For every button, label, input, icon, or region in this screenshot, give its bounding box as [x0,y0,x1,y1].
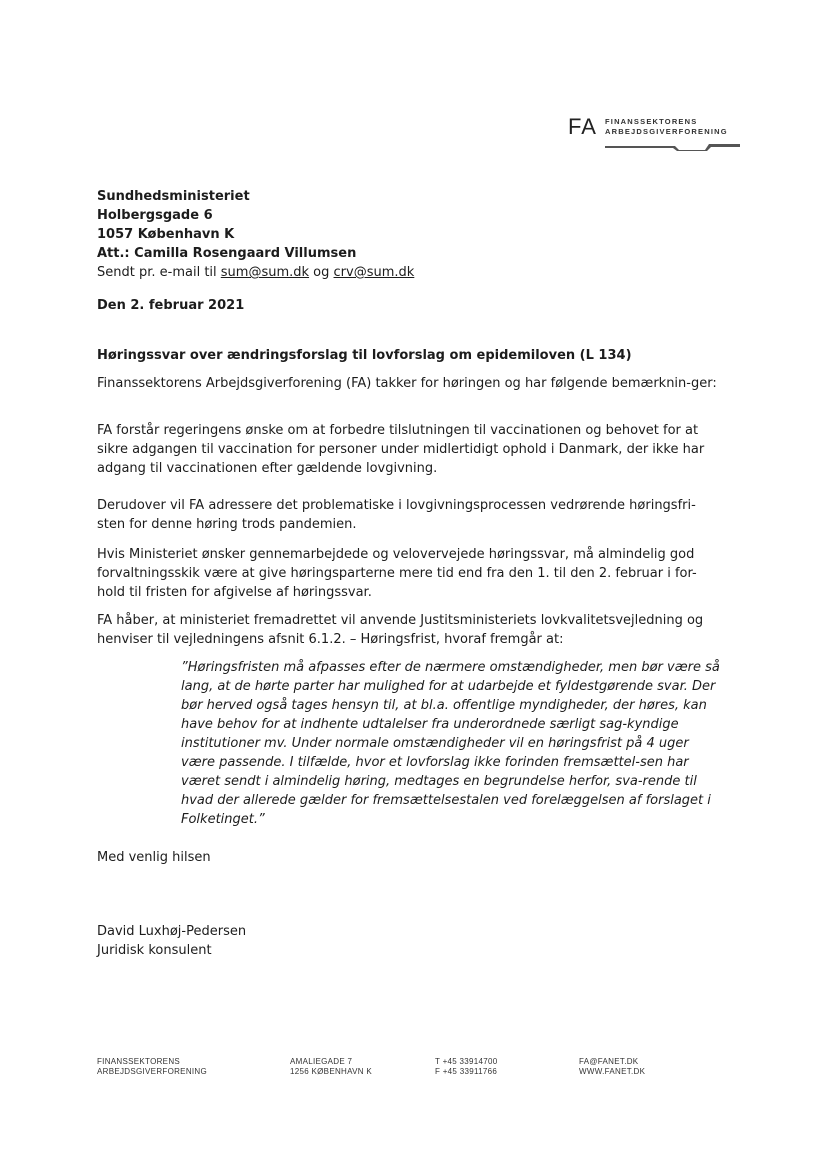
signature-block [97,922,246,960]
logo-text-line2: ARBEJDSGIVERFORENING [605,127,728,136]
sent-by-email-line [97,263,414,282]
fa-logo [568,113,743,155]
sent-mid: og [309,265,334,280]
recipient-att: Att.: Camilla Rosengaard Villumsen [97,246,357,261]
letter-subject: Høringssvar over ændringsforslag til lovforslag om epidemiloven (L 134) [97,348,632,363]
closing: Med venlig hilsen [97,850,211,865]
footer-contact [579,1057,645,1077]
paragraph: Finanssektorens Arbejdsgiverforening (FA) takker for høringen og har følgende bemærknin-ger: [97,376,717,391]
footer-org [97,1057,207,1077]
recipient-street: Holbergsgade 6 [97,208,213,223]
footer-fax-number: F +45 33911766 [435,1067,498,1076]
sent-prefix: Sendt pr. e-mail til [97,265,221,280]
footer-address-line1: AMALIEGADE 7 [290,1057,353,1066]
signer-name: David Luxhøj-Pedersen [97,924,247,939]
paragraph: Derudover vil FA adressere det problematiske i lovgivningsprocessen vedrørende høringsfri-sten for denne høring trods pandemien. [97,498,696,532]
quote-block: ”Høringsfristen må afpasses efter de nærmere omstændigheder, men bør være så lang, at de hørte parter har mulighed for at udarbejde et fyldestgørende svar. Der bør herved også tages hensyn til, at bl.a. offentlige myndigheder, der høres, kan have behov for at indhente udtalelser fra underordnede særligt sag-kyndige institutioner mv. Under normale omstændigheder vil en høringsfrist på 4 uger være passende. I tilfælde, hvor et lovforslag ikke forinden fremsættel-sen har været sendt i almindelig høring, medtages en begrundelse herfor, sva-rende til hvad der allerede gælder for fremsættelsestalen ved forelæggelsen af forslaget i Folketinget.” [181,660,720,827]
email-link-crv[interactable]: crv@sum.dk [333,265,415,280]
signer-title: Juridisk konsulent [97,943,212,958]
logo-swoosh-icon [605,143,740,151]
footer-org-line1: FINANSSEKTORENS [97,1057,181,1066]
recipient-city: 1057 København K [97,227,235,242]
logo-text-line1: FINANSSEKTORENS [605,117,698,126]
footer-org-line2: ARBEJDSGIVERFORENING [97,1067,208,1076]
footer-address-line2: 1256 KØBENHAVN K [290,1067,373,1076]
paragraph: FA håber, at ministeriet fremadrettet vil anvende Justitsministeriets lovkvalitetsvejledning og henviser til vejledningens afsnit 6.1.2. – Høringsfrist, hvoraf fremgår at: [97,613,704,647]
footer-address [290,1057,372,1077]
recipient-address [97,187,414,282]
footer-email[interactable]: FA@FANET.DK [579,1057,639,1066]
footer-website[interactable]: WWW.FANET.DK [579,1067,646,1076]
letter-date: Den 2. februar 2021 [97,298,245,313]
footer-phone-number: T +45 33914700 [435,1057,498,1066]
recipient-name: Sundhedsministeriet [97,189,250,204]
paragraph: FA forstår regeringens ønske om at forbedre tilslutningen til vaccinationen og behovet for at sikre adgangen til vaccination for personer under midlertidigt ophold i Danmark, der ikke har adgang til vaccinationen efter gældende lovgivning. [97,423,705,476]
paragraph: Hvis Ministeriet ønsker gennemarbejdede og velovervejede høringssvar, må almindelig god forvaltningsskik være at give høringsparterne mere tid end fra den 1. til den 2. februar i for-hold til fristen for afgivelse af høringssvar. [97,547,697,600]
logo-mark: FA [568,114,597,139]
footer-phone [435,1057,498,1077]
email-link-sum[interactable]: sum@sum.dk [220,265,310,280]
